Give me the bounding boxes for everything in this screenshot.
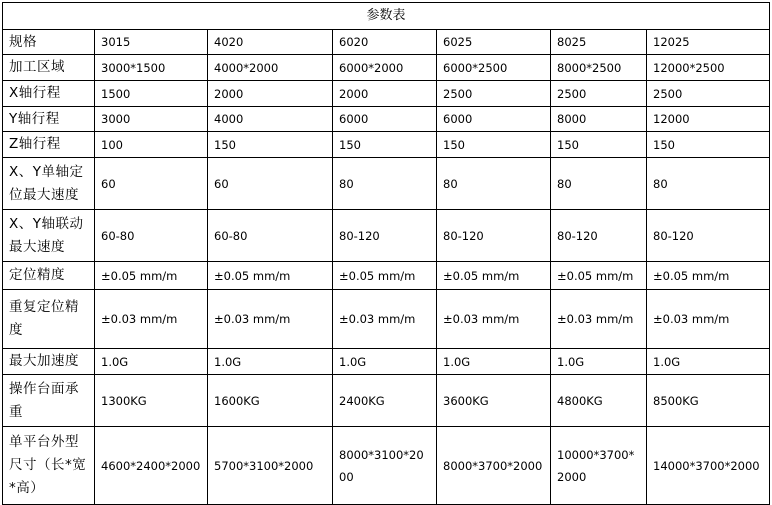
table-cell: ±0.05 mm/m [95, 262, 208, 290]
row-label: 单平台外型尺寸（长*宽*高） [3, 427, 95, 505]
table-cell: ±0.03 mm/m [95, 290, 208, 349]
table-cell: 150 [647, 132, 770, 158]
table-cell: ±0.03 mm/m [647, 290, 770, 349]
table-cell: 1.0G [95, 349, 208, 375]
table-cell: 150 [551, 132, 647, 158]
table-cell: 80-120 [647, 210, 770, 262]
table-cell: 2500 [647, 81, 770, 107]
table-cell: ±0.05 mm/m [333, 262, 437, 290]
row-label: 最大加速度 [3, 349, 95, 375]
table-cell: 12000*2500 [647, 55, 770, 81]
table-row [3, 55, 770, 81]
table-cell: 14000*3700*2000 [647, 427, 770, 505]
table-cell: 3600KG [437, 375, 551, 427]
table-cell: 80 [333, 158, 437, 210]
table-cell: 8025 [551, 30, 647, 55]
table-cell: 80-120 [437, 210, 551, 262]
table-row [3, 158, 770, 210]
table-cell: 1300KG [95, 375, 208, 427]
table-row [3, 349, 770, 375]
table-cell: 80 [551, 158, 647, 210]
parameter-table [2, 2, 770, 505]
table-cell: 4800KG [551, 375, 647, 427]
table-cell: 8000*2500 [551, 55, 647, 81]
row-label: 定位精度 [3, 262, 95, 290]
table-cell: ±0.05 mm/m [437, 262, 551, 290]
table-cell: 1.0G [333, 349, 437, 375]
table-cell: 1.0G [551, 349, 647, 375]
table-cell: 60-80 [95, 210, 208, 262]
table-cell: 150 [437, 132, 551, 158]
table-cell: 10000*3700*2000 [551, 427, 647, 505]
table-title: 参数表 [3, 3, 770, 30]
table-cell: 2000 [333, 81, 437, 107]
table-cell: 3015 [95, 30, 208, 55]
table-cell: 12000 [647, 107, 770, 132]
row-label: Y轴行程 [3, 107, 95, 132]
row-label: X、Y单轴定位最大速度 [3, 158, 95, 210]
table-cell: 8000*3700*2000 [437, 427, 551, 505]
table-cell: 4000*2000 [208, 55, 333, 81]
table-cell: 2500 [437, 81, 551, 107]
table-cell: 8500KG [647, 375, 770, 427]
table-cell: 3000*1500 [95, 55, 208, 81]
table-row [3, 81, 770, 107]
table-row [3, 30, 770, 55]
row-label: 规格 [3, 30, 95, 55]
table-row [3, 427, 770, 505]
table-cell: 80 [437, 158, 551, 210]
table-row [3, 375, 770, 427]
table-cell: 1500 [95, 81, 208, 107]
table-cell: ±0.05 mm/m [208, 262, 333, 290]
table-cell: ±0.03 mm/m [208, 290, 333, 349]
row-label: Z轴行程 [3, 132, 95, 158]
row-label: 重复定位精度 [3, 290, 95, 349]
table-cell: ±0.05 mm/m [551, 262, 647, 290]
table-cell: 6020 [333, 30, 437, 55]
table-cell: 3000 [95, 107, 208, 132]
row-label: X轴行程 [3, 81, 95, 107]
row-label: X、Y轴联动最大速度 [3, 210, 95, 262]
table-cell: 2500 [551, 81, 647, 107]
table-cell: ±0.03 mm/m [551, 290, 647, 349]
table-row [3, 290, 770, 349]
table-cell: 4020 [208, 30, 333, 55]
table-cell: 5700*3100*2000 [208, 427, 333, 505]
table-row [3, 107, 770, 132]
table-cell: 2000 [208, 81, 333, 107]
table-cell: 1600KG [208, 375, 333, 427]
table-cell: 6000 [333, 107, 437, 132]
table-cell: 6000*2500 [437, 55, 551, 81]
table-cell: 6000*2000 [333, 55, 437, 81]
table-cell: 150 [333, 132, 437, 158]
table-cell: 1.0G [647, 349, 770, 375]
table-cell: 8000 [551, 107, 647, 132]
table-row [3, 210, 770, 262]
table-row [3, 262, 770, 290]
table-cell: 6000 [437, 107, 551, 132]
table-cell: 6025 [437, 30, 551, 55]
row-label: 加工区域 [3, 55, 95, 81]
table-cell: ±0.05 mm/m [647, 262, 770, 290]
table-cell: 12025 [647, 30, 770, 55]
table-cell: 80-120 [551, 210, 647, 262]
table-cell: 2400KG [333, 375, 437, 427]
table-cell: 4600*2400*2000 [95, 427, 208, 505]
table-cell: 4000 [208, 107, 333, 132]
table-row [3, 132, 770, 158]
table-cell: 80 [647, 158, 770, 210]
table-cell: 1.0G [208, 349, 333, 375]
table-cell: 1.0G [437, 349, 551, 375]
table-cell: 60 [208, 158, 333, 210]
row-label: 操作台面承重 [3, 375, 95, 427]
table-cell: 60-80 [208, 210, 333, 262]
table-cell: 100 [95, 132, 208, 158]
table-cell: 60 [95, 158, 208, 210]
table-cell: ±0.03 mm/m [333, 290, 437, 349]
table-cell: 80-120 [333, 210, 437, 262]
title-row [3, 3, 770, 30]
table-cell: 150 [208, 132, 333, 158]
table-cell: ±0.03 mm/m [437, 290, 551, 349]
table-cell: 8000*3100*2000 [333, 427, 437, 505]
